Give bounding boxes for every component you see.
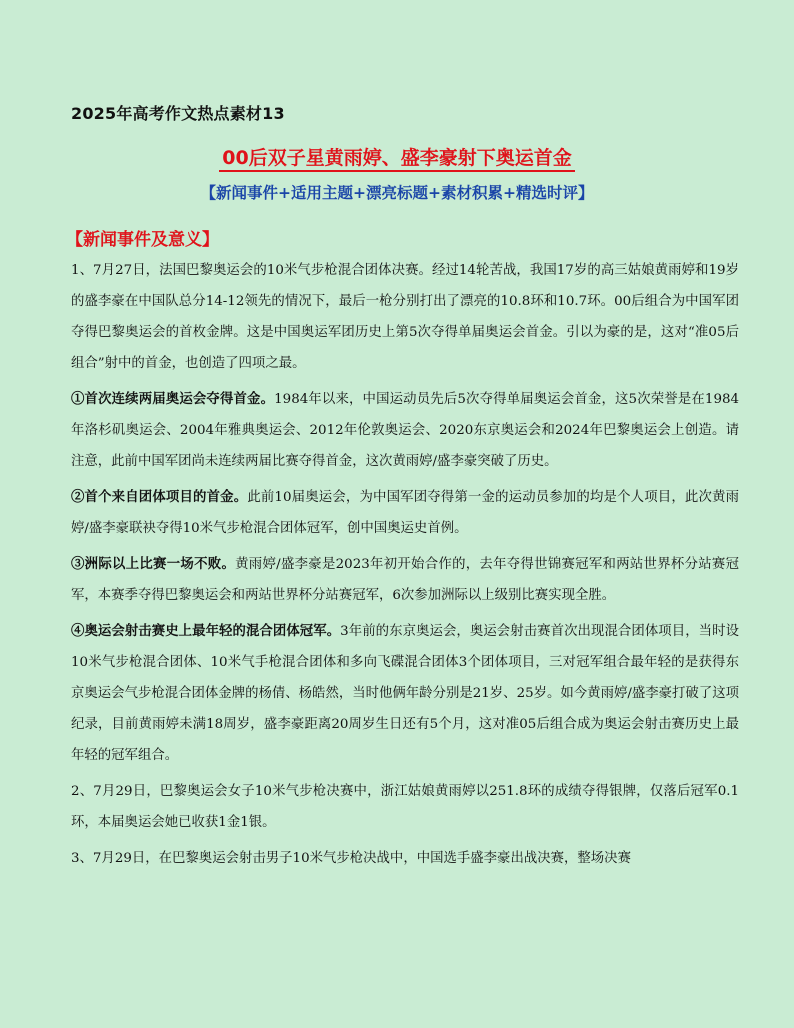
paragraph-4 <box>71 549 739 611</box>
page-subtitle: 【新闻事件+适用主题+漂亮标题+素材积累+精选时评】 <box>200 183 594 202</box>
paragraph-5 <box>71 616 739 771</box>
paragraph-2-text: 1984年以来，中国运动员先后5次夺得单届奥运会首金，这5次荣誉是在1984年洛杉矶奥运会、2004年雅典奥运会、2012年伦敦奥运会、2020东京奥运会和2024年巴黎奥运会上创造。请注意，此前中国军团尚未连续两届比赛夺得首金，这次黄雨婷/盛李豪突破了历史。 <box>71 392 740 469</box>
page-title <box>0 143 794 170</box>
paragraph-2 <box>71 384 739 477</box>
paragraph-7: 3、7月29日，在巴黎奥运会射击男子10米气步枪决战中，中国选手盛李豪出战决赛，整场决赛 <box>71 851 631 866</box>
paragraph-5-lead: ④奥运会射击赛史上最年轻的混合团体冠军。 <box>71 623 341 639</box>
paragraph-3-text: 此前10届奥运会，为中国军团夺得第一金的运动员参加的均是个人项目，此次黄雨婷/盛李豪联袂夺得10米气步枪混合团体冠军，创中国奥运史首例。 <box>71 490 740 536</box>
paragraph-1: 1、7月27日，法国巴黎奥运会的10米气步枪混合团体决赛。经过14轮苦战，我国17岁的高三姑娘黄雨婷和19岁的盛李豪在中国队总分14-12领先的情况下，最后一枪分别打出了漂亮的10.8环和10.7环。00后组合为中国军团夺得巴黎奥运会的首枚金牌。这是中国奥运军团历史上第5次夺得单届奥运会首金。引以为豪的是，这对“准05后组合”射中的首金，也创造了四项之最。 <box>71 263 739 371</box>
title-text: 00后双子星黄雨婷、盛李豪射下奥运首金 <box>219 147 574 172</box>
paragraph-3 <box>71 482 739 544</box>
paragraph-3-lead: ②首个来自团体项目的首金。 <box>71 489 248 505</box>
paragraph-6: 2、7月29日，巴黎奥运会女子10米气步枪决赛中，浙江姑娘黄雨婷以251.8环的成绩夺得银牌，仅落后冠军0.1环，本届奥运会她已收获1金1银。 <box>71 784 739 830</box>
paragraph-5-text: 3年前的东京奥运会，奥运会射击赛首次出现混合团体项目，当时设10米气步枪混合团体、10米气手枪混合团体和多向飞碟混合团体3个团体项目，三对冠军组合最年轻的是获得东京奥运会气步枪混合团体金牌的杨倩、杨皓然，当时他俩年龄分别是21岁、25岁。如今黄雨婷/盛李豪打破了这项纪录，目前黄雨婷未满18周岁，盛李豪距离20周岁生日还有5个月，这对准05后组合成为奥运会射击赛历史上最年轻的冠军组合。 <box>71 624 739 763</box>
paragraph-2-lead: ①首次连续两届奥运会夺得首金。 <box>71 391 275 407</box>
section-heading: 【新闻事件及意义】 <box>66 230 219 250</box>
doc-label: 2025年高考作文热点素材13 <box>71 104 285 123</box>
paragraph-4-text: 黄雨婷/盛李豪是2023年初开始合作的，去年夺得世锦赛冠军和两站世界杯分站赛冠军，本赛季夺得巴黎奥运会和两站世界杯分站赛冠军，6次参加洲际以上级别比赛实现全胜。 <box>71 557 739 603</box>
paragraph-4-lead: ③洲际以上比赛一场不败。 <box>71 556 236 572</box>
body-text <box>71 255 739 879</box>
